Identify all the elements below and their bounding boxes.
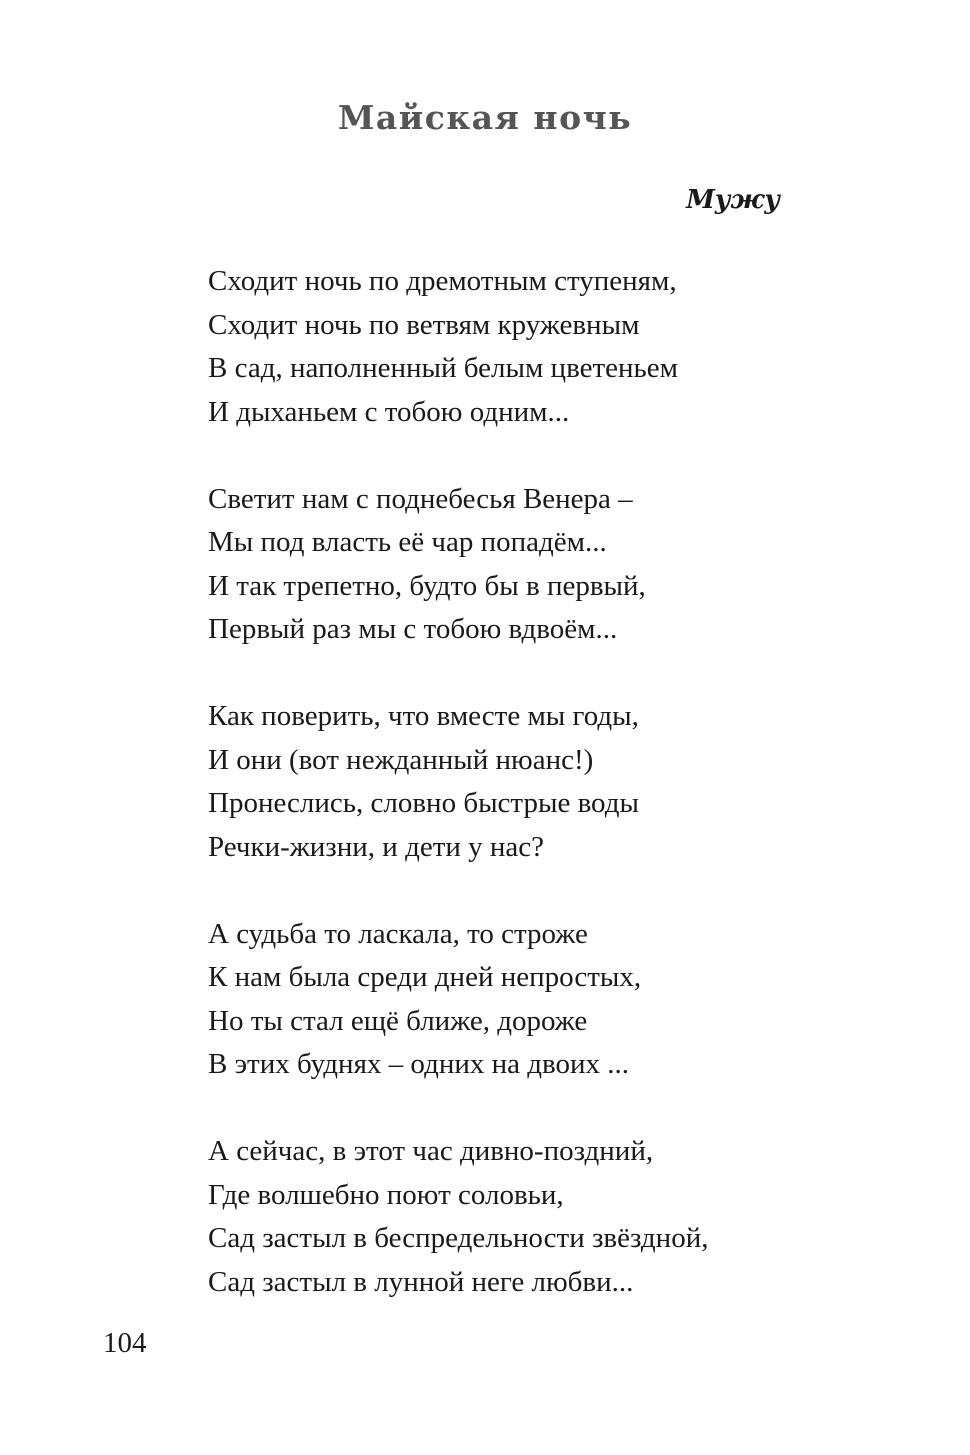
poem-line: Сад застыл в лунной неге любви...: [208, 1265, 634, 1298]
poem-line: И так трепетно, будто бы в первый,: [208, 569, 646, 602]
dedication: Мужу: [686, 185, 780, 215]
poem-line: Светит нам с поднебесья Венера –: [208, 482, 633, 515]
poem-line: Первый раз мы с тобою вдвоём...: [208, 613, 618, 645]
page-number: 104: [103, 1327, 147, 1359]
poem-line: Сходит ночь по ветвям кружевным: [208, 308, 640, 341]
poem-line: А сейчас, в этот час дивно-поздний,: [208, 1135, 654, 1167]
poem-line: Но ты стал ещё ближе, дороже: [208, 1004, 588, 1037]
poem-line: Сад застыл в беспредельности звёздной,: [208, 1222, 709, 1254]
stanza-4: [208, 913, 928, 1087]
poem-line: Пронеслись, словно быстрые воды: [208, 787, 639, 819]
poem-line: К нам была среди дней непростых,: [208, 961, 642, 993]
poem-body: [208, 260, 928, 1348]
stanza-2: [208, 478, 928, 652]
poem-line: Речки-жизни, и дети у нас?: [208, 830, 545, 863]
poem-line: И дыханьем с тобою одним...: [208, 395, 570, 428]
stanza-1: [208, 260, 928, 434]
stanza-3: [208, 695, 928, 869]
poem-title: Майская ночь: [337, 98, 633, 137]
poem-line: Где волшебно поют соловьи,: [208, 1178, 564, 1211]
poem-line: В этих буднях – одних на двоих ...: [208, 1048, 630, 1080]
poem-line: А судьба то ласкала, то строже: [208, 917, 588, 950]
poem-line: И они (вот нежданный нюанс!): [208, 743, 594, 776]
stanza-5: [208, 1130, 928, 1304]
poem-line: Сходит ночь по дремотным ступеням,: [208, 265, 677, 297]
poem-line: Мы под власть её чар попадём...: [208, 526, 607, 558]
poem-line: Как поверить, что вместе мы годы,: [208, 700, 639, 732]
poem-line: В сад, наполненный белым цветеньем: [208, 352, 678, 384]
